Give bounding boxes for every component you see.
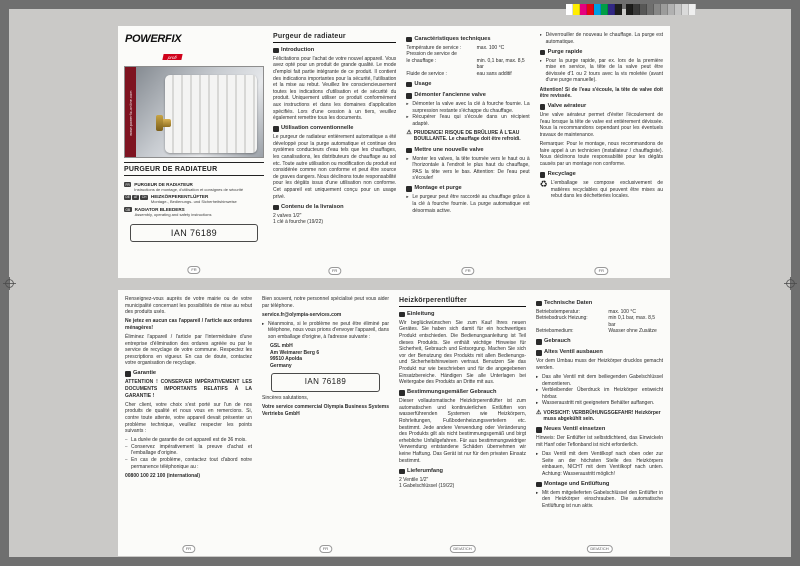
spec-row (536, 315, 663, 328)
bold-paragraph: Votre service commercial Olympia Business Systems Vertriebs GmbH (262, 404, 389, 417)
color-patch (633, 4, 640, 15)
color-patch (580, 4, 587, 15)
paragraph: Bien souvent, notre personnel spécialisé peut vous aider par téléphone. (262, 296, 389, 309)
text-column (536, 296, 663, 553)
spec-row (406, 71, 529, 78)
spec-label: le chauffage : (406, 57, 437, 64)
list-item (406, 114, 529, 127)
page-front (118, 26, 670, 278)
paragraph: Remarque: Pour le montage, nous recommandons de faire appel à un technicien (installateur / chauffagiste). Nous déclinons toute responsabilité pour les dégâts causés par un montage non conforme. (539, 141, 663, 167)
spec-row (406, 45, 529, 52)
wrench-icon (536, 350, 542, 356)
bullet-list (262, 321, 389, 341)
bullet-marker: – (125, 437, 128, 443)
text-column (406, 32, 529, 275)
paragraph: Cher client, votre choix s'est porté sur l'un de nos produits de qualité et nous vous en remercions. Si, contre toute attente, votre appareil devait présenter un problème technique, veuillez respecter les points suivants : (125, 401, 252, 435)
color-patch (626, 4, 633, 15)
language-row (124, 182, 264, 192)
section-heading (399, 311, 526, 319)
list-item (406, 101, 529, 114)
tool-icon (406, 186, 412, 192)
list-item (536, 451, 663, 477)
bullet-marker: ▸ (536, 374, 539, 380)
language-text (151, 194, 237, 204)
book-icon (273, 48, 279, 54)
hand-icon (399, 390, 405, 396)
list-item (536, 490, 663, 510)
language-subtitle: Assembly, operating and safety instructions (134, 211, 212, 217)
spec-row (536, 309, 663, 316)
list-item-text: Néanmoins, si le problème ne peut être éliminé par téléphone, nous vous prions d'envoyer l'appareil, dans son emballage d'origine, à l'adresse suivante : (268, 320, 389, 340)
language-badge: CH (141, 195, 147, 199)
color-patch (587, 4, 594, 15)
spec-table (406, 45, 529, 78)
bleeder-valve-image-2 (156, 115, 163, 131)
color-patch (640, 4, 647, 15)
section-label: Recyclage (547, 171, 576, 178)
section-label: Gebrauch (544, 338, 571, 345)
language-title: RADIATOR BLEEDERS (134, 206, 185, 212)
section-heading (273, 125, 396, 133)
color-patch (566, 4, 573, 15)
language-row (124, 194, 264, 204)
section-heading (273, 47, 396, 55)
spec-label: Betriebsdruck Heizung: (536, 315, 588, 322)
registration-mark-right (784, 277, 797, 290)
cover-panel (124, 32, 264, 275)
color-patch (601, 4, 608, 15)
bullet-marker: – (125, 456, 128, 462)
color-patch (647, 4, 654, 15)
page-footer-mark: FR (595, 267, 608, 275)
warning-note (406, 130, 529, 143)
spec-row (406, 58, 529, 71)
list-item (536, 374, 663, 387)
section-heading (406, 185, 529, 193)
section-label: Caractéristiques techniques (414, 35, 491, 42)
warning-text: VORSICHT: VERBRÜHUNGSGEFAHR! Heizkörper muss abgekühlt sein. (543, 409, 661, 423)
text-line: 1 Gabelschlüssel (19/22) (399, 483, 455, 490)
list-item-text: Récupérer l'eau qui s'écoule dans un récipient adapté. (412, 114, 530, 127)
language-badge: FR (125, 182, 130, 187)
bullet-marker: ▸ (406, 194, 409, 200)
address-line: Germany (270, 362, 292, 369)
spec-value: max. 100 °C (476, 44, 505, 51)
language-badges (124, 182, 131, 188)
spec-label: Betriebsmedium: (536, 328, 574, 335)
bullet-list (540, 32, 663, 45)
warning-icon: ⚠ (536, 409, 542, 416)
ian-code-box (130, 224, 259, 242)
gear-icon (406, 37, 412, 43)
language-text (134, 182, 243, 192)
page-top-columns (268, 32, 668, 275)
paragraph: Hinweis: Der Entlüfter ist selbstdichtend, das Einwickeln mit Hanf oder Teflonband ist nicht erforderlich. (536, 435, 663, 448)
list-item-text: Das alte Ventil mit dem beiliegenden Gabelschlüssel demontieren. (542, 374, 663, 387)
spec-label: Betriebstemperatur: (536, 308, 580, 315)
section-heading (540, 49, 663, 57)
ian-code-box: IAN 76189 (271, 373, 380, 392)
section-label: Garantie (133, 370, 157, 377)
section-label: Usage (414, 80, 432, 87)
section-heading (406, 81, 529, 89)
bullet-list (536, 374, 663, 407)
page-footer-mark: FR (461, 267, 474, 275)
bullet-list (406, 194, 529, 214)
language-badge: DE (125, 195, 130, 199)
bullet-list (540, 58, 663, 84)
section-heading (125, 370, 252, 378)
section-heading (536, 300, 663, 308)
section-label: Montage et purge (414, 185, 462, 192)
list-item-text: En cas de problème, contactez tout d'abord notre permanence téléphonique au : (131, 456, 252, 470)
product-photo (124, 66, 264, 158)
bold-paragraph: 00800 100 22 100 (international) (125, 472, 201, 479)
list-item (536, 400, 663, 407)
bullet-marker: ▸ (536, 489, 539, 495)
address-block (270, 343, 389, 369)
section-heading (536, 338, 663, 346)
text-column (399, 296, 526, 553)
bullet-marker: – (125, 443, 128, 449)
section-label: Bestimmungsgemäßer Gebrauch (407, 389, 497, 396)
section-label: Technische Daten (544, 299, 593, 306)
list-item (540, 58, 663, 84)
paragraph: Dieser vollautomatische Heizkörperentlüfter ist zum automatischen und kontinuierlichen Entlüften von wasserführenden Systemen wie Heizkörpern, Rohrleitungen, Fußbodenheizungsverteilern etc. bestimmt. Jede andere Verwendung oder Veränderung des Produkts gilt als nicht bestimmungsgemäß und birgt erhebliche Unfallgefahren. Für aus bestimmungswidriger Verwendung entstandene Schäden übernehmen wir keine Haftung. Das Gerät ist nur für den privaten Einsatz bestimmt. (399, 398, 526, 464)
language-text (135, 207, 212, 217)
section-label: Altes Ventil ausbauen (544, 349, 603, 356)
address-line: 99510 Apolda (270, 356, 303, 363)
spec-row (406, 51, 529, 58)
section-label: Einleitung (407, 310, 435, 317)
section-heading (399, 389, 526, 397)
bold-paragraph: ATTENTION ! CONSERVER IMPÉRATIVEMENT LES DOCUMENTS IMPORTANTS RELATIFS À LA GARANTIE ! (125, 379, 252, 399)
text-column (540, 32, 663, 275)
language-subtitle: Montage-, Bedienungs- und Sicherheitshinweise (150, 199, 237, 204)
language-badges (124, 194, 148, 200)
page-footer-mark: DE/AT/CH (586, 545, 612, 553)
paragraph: Le purgeur de radiateur entièrement automatique a été développé pour la purge automatique et continue des systèmes conducteurs d'eau tels que les chauffages, les canalisations, les distributeurs de chauffage au sol etc. Toute autre utilisation ou modification du produit est considérée comme non conforme et peut être source de graves dangers. Nous déclinons toute responsabilité pour les dégâts issus d'une utilisation non conforme. Cet appareil est uniquement conçu pour un usage privé. (273, 134, 397, 200)
color-patch (615, 4, 622, 15)
bullet-marker: ▸ (406, 114, 409, 120)
bullet-marker: ▸ (539, 57, 542, 63)
list-item-text: Démonter la valve avec la clé à fourche fournie. La surpression restante s'échappe du chauffage. (412, 101, 530, 114)
section-heading (536, 426, 663, 434)
cover-title: PURGEUR DE RADIATEUR (124, 162, 264, 176)
section-label: Mettre une nouvelle valve (414, 146, 484, 153)
color-patch (689, 4, 696, 15)
hand-icon (273, 126, 279, 132)
brand-subtitle: profi (167, 54, 178, 59)
list-item (540, 32, 663, 45)
wrench-icon (406, 93, 412, 99)
plain-lines (399, 477, 526, 490)
spec-value (477, 51, 530, 58)
box-icon (399, 469, 405, 475)
page-bottom-columns (120, 296, 668, 553)
list-item (125, 457, 252, 470)
bullet-list (125, 437, 252, 470)
bullet-marker: ▸ (406, 101, 409, 107)
page-footer-mark: DE/AT/CH (449, 545, 475, 553)
section-label: Valve aérateur (547, 103, 587, 110)
warning-note (536, 410, 663, 423)
list-item-text: Das Ventil mit dem Ventilkopf nach oben oder zur Seite an der höchsten Stelle des Heizkörpers einbauen, NICHT mit dem Ventilkopf nach unten. Achtung: Wasseraustritt möglich! (542, 450, 663, 477)
bold-paragraph: service.fr@olympia-services.com (262, 311, 342, 318)
language-badge: GB (125, 207, 131, 212)
section-heading (406, 92, 529, 100)
paragraph: Une valve aérateur permet d'éviter l'écoulement de l'eau lorsque la tête de valve est entièrement dévissée. Nous la recommandons cependant pour les éventuels travaux de maintenance. (539, 112, 663, 139)
page-back (118, 290, 670, 556)
radiator-image (165, 75, 257, 153)
brand-flag (162, 54, 182, 60)
color-patch (594, 4, 601, 15)
bullet-marker: ▸ (536, 400, 539, 406)
spec-label: Température de service : (406, 44, 462, 51)
spec-label: Fluide de service : (406, 70, 447, 77)
arrow-icon (540, 50, 546, 56)
section-heading (540, 103, 663, 111)
paragraph: Éliminez l'appareil / l'article par l'intermédiaire d'une entreprise d'élimination des ordures agréée ou par le service de recyclage de votre commune. Respectez les prescriptions en vigueur. En cas de doute, contactez votre organisation de recyclage. (125, 333, 252, 367)
bullet-list (406, 101, 529, 127)
section-heading (273, 204, 396, 212)
recycle-icon: ♻ (539, 179, 548, 190)
spec-table (536, 309, 663, 335)
section-label: Neues Ventil einsetzen (544, 426, 606, 433)
warning-icon: ⚠ (406, 129, 412, 136)
document-title: Purgeur de radiateur (273, 32, 396, 43)
list-item-text: Conservez impérativement la preuve d'achat et l'emballage d'origine. (131, 443, 252, 457)
text-column (125, 296, 252, 553)
spec-row (536, 328, 663, 335)
address-line: Am Weimarer Berg 6 (270, 349, 320, 356)
registration-mark-left (3, 277, 16, 290)
color-patch (608, 4, 615, 15)
list-item-text: Déverrouiller de nouveau le chauffage. La purge est automatique. (545, 32, 663, 45)
bullet-marker: ▸ (536, 450, 539, 456)
section-heading (536, 481, 663, 489)
list-item (125, 444, 252, 457)
section-label: Montage und Entlüftung (544, 480, 610, 487)
text-line: 2 valves 1/2" (273, 212, 302, 219)
list-item-text: Wasseraustritt mit geeignetem Behälter auffangen. (542, 400, 655, 407)
color-patch (668, 4, 675, 15)
language-badge: AT (133, 195, 138, 199)
address-line: GSL mbH (270, 343, 293, 350)
powerfix-logo (125, 33, 264, 63)
color-patch (682, 4, 689, 15)
section-heading (406, 147, 529, 155)
print-color-bar (566, 4, 696, 15)
paragraph: Renseignez-vous auprès de votre mairie ou de votre municipalité concernant les possibilités de mise au rebut des produits usés. (125, 296, 252, 316)
arrow-icon (406, 82, 412, 88)
spec-value: min. 0,1 bar, max. 8,5 bar (476, 57, 525, 71)
paragraph: Wir beglückwünschen Sie zum Kauf Ihres neuen Gerätes. Sie haben sich damit für ein hochwertiges Produkt entschieden. Die Bedienungsanleitung ist Teil dieses Produkts. Sie enthält wichtige Hinweise für Sicherheit, Gebrauch und Entsorgung. Machen Sie sich vor der Benutzung des Produkts mit allen Bedienungs- und Sicherheitshinweisen vertraut. Benutzen Sie das Produkt nur wie beschrieben und für die angegebenen Einsatzbereiche. Händigen Sie alle Unterlagen bei Weitergabe des Produkts an Dritte mit aus. (399, 319, 526, 386)
section-heading (399, 468, 526, 476)
section-label: Contenu de la livraison (281, 203, 344, 210)
page-footer-mark: FR (187, 266, 200, 274)
text-line: 1 clé à fourche (19/22) (273, 219, 324, 226)
section-heading (536, 349, 663, 357)
text-column (262, 296, 389, 553)
ian-code: IAN 76189 (170, 228, 218, 238)
list-item-text: Verbleibender Überdruck im Heizkörper entweicht hörbar. (542, 387, 663, 400)
bold-paragraph: Ne jetez en aucun cas l'appareil / l'article aux ordures ménagères! (125, 318, 252, 331)
section-label: Utilisation conventionnelle (281, 125, 354, 132)
bold-paragraph: Attention! Si de l'eau s'écoule, la tête de valve doit être revissée. (539, 86, 663, 100)
valve-icon (540, 104, 546, 110)
section-label: Lieferumfang (407, 467, 444, 474)
section-label: Purge rapide (547, 48, 583, 55)
page-footer-mark: FR (319, 545, 332, 553)
arrow-icon (536, 339, 542, 345)
paragraph: Vor dem Umbau muss der Heizkörper drucklos gemacht werden. (536, 358, 663, 372)
gear-icon (536, 301, 542, 307)
list-item (406, 156, 529, 182)
list-item-text: Le purgeur peut être raccordé au chauffage grâce à la clé à fourche fournie. La purge automatique est désormais active. (412, 194, 530, 214)
shield-icon (125, 371, 131, 377)
language-row (124, 207, 264, 217)
language-list (124, 179, 264, 219)
tool-icon (536, 482, 542, 488)
paragraph-text: L'emballage se compose exclusivement de matières recyclables qui peuvent être mises au rebut dans les déchetteries locales. (550, 180, 663, 200)
language-badges (124, 207, 132, 213)
text-column (273, 32, 396, 275)
brand-name: POWERFIX (125, 33, 182, 45)
section-label: Démonter l'ancienne valve (414, 92, 486, 98)
warning-text: PRUDENCE! RISQUE DE BRÛLURE À L'EAU BOUILLANTE. Le chauffage doit être refroidi. (413, 129, 521, 143)
section-heading (406, 36, 529, 44)
paragraph: Félicitations pour l'achat de votre nouvel appareil. Vous avez opté pour un produit de grande qualité. Le mode d'emploi fait partie intégrante de ce produit. Il contient des indications importantes pour la sécurité, l'utilisation et la mise au rebut. Veuillez lire consciencieusement toutes les indications d'utilisation et de sécurité du produit. Uniquement utiliser ce produit conformément aux instructions et dans les domaines d'application spécifiés. Lors d'une cession à un tiers, veuillez également remettre tous les documents. (273, 55, 397, 122)
bullet-list (536, 451, 663, 477)
book-icon (399, 312, 405, 318)
bullet-list (536, 490, 663, 510)
page-footer-mark: FR (328, 267, 341, 275)
bullet-list (406, 156, 529, 182)
list-item-text: Mit dem mitgelieferten Gabelschlüssel den Entlüfter in den Heizkörper einschrauben. Die automatische Entlüftung ist nun aktiv. (542, 489, 663, 510)
bullet-marker: ▸ (262, 320, 265, 326)
spec-label: Pression de service de (406, 51, 457, 58)
color-patch (661, 4, 668, 15)
bullet-marker: ▸ (406, 155, 409, 161)
list-item (262, 321, 389, 341)
plain-lines (273, 213, 396, 226)
recycle-icon (540, 172, 546, 178)
spec-value: eau sans additif (476, 70, 512, 77)
document-title: Heizkörperentlüfter (399, 296, 526, 307)
bullet-marker: ▸ (539, 32, 542, 37)
paragraph: Sincères salutations, (262, 394, 309, 401)
section-heading (540, 171, 663, 179)
language-subtitle: Instructions de montage, d'utilisation et consignes de sécurité (134, 186, 244, 192)
list-item-text: Pour la purge rapide, par ex. lors de la première mise en service, la tête de la valve peut être dévissée d'1 ou 2 tours avec la vis moletée (avant d'une purge manuelle). (545, 57, 663, 84)
list-item-text: Monter les valves, la tête tournée vers le haut ou à l'horizontale à l'endroit le plus haut du chauffage, PAS la tête vers le bas. Attention: De l'eau peut s'écouler! (412, 155, 530, 182)
box-icon (273, 205, 279, 211)
list-item (406, 194, 529, 214)
spec-value: max. 100 °C (608, 308, 636, 315)
wrench-icon (406, 148, 412, 154)
list-item-text: La durée de garantie de cet appareil est de 36 mois. (131, 437, 247, 444)
color-patch (573, 4, 580, 15)
color-patch (654, 4, 661, 15)
color-patch (675, 4, 682, 15)
list-item (125, 437, 252, 444)
text-line: 2 Ventile 1/2" (399, 476, 429, 483)
spec-value: min 0,1 bar, max. 8,5 bar (608, 315, 656, 328)
wrench-icon (536, 427, 542, 433)
section-label: Introduction (281, 46, 315, 53)
language-title: PURGEUR DE RADIATEUR (134, 181, 193, 187)
bullet-marker: ▸ (536, 387, 539, 393)
photo-banner-text: www.powerfix-online.com (129, 90, 133, 136)
icon-paragraph (540, 180, 663, 200)
page-footer-mark: FR (182, 545, 195, 553)
language-title: HEIZKÖRPERENTLÜFTER (150, 194, 209, 199)
spec-value: Wasser ohne Zusätze (608, 328, 657, 335)
list-item (536, 387, 663, 400)
